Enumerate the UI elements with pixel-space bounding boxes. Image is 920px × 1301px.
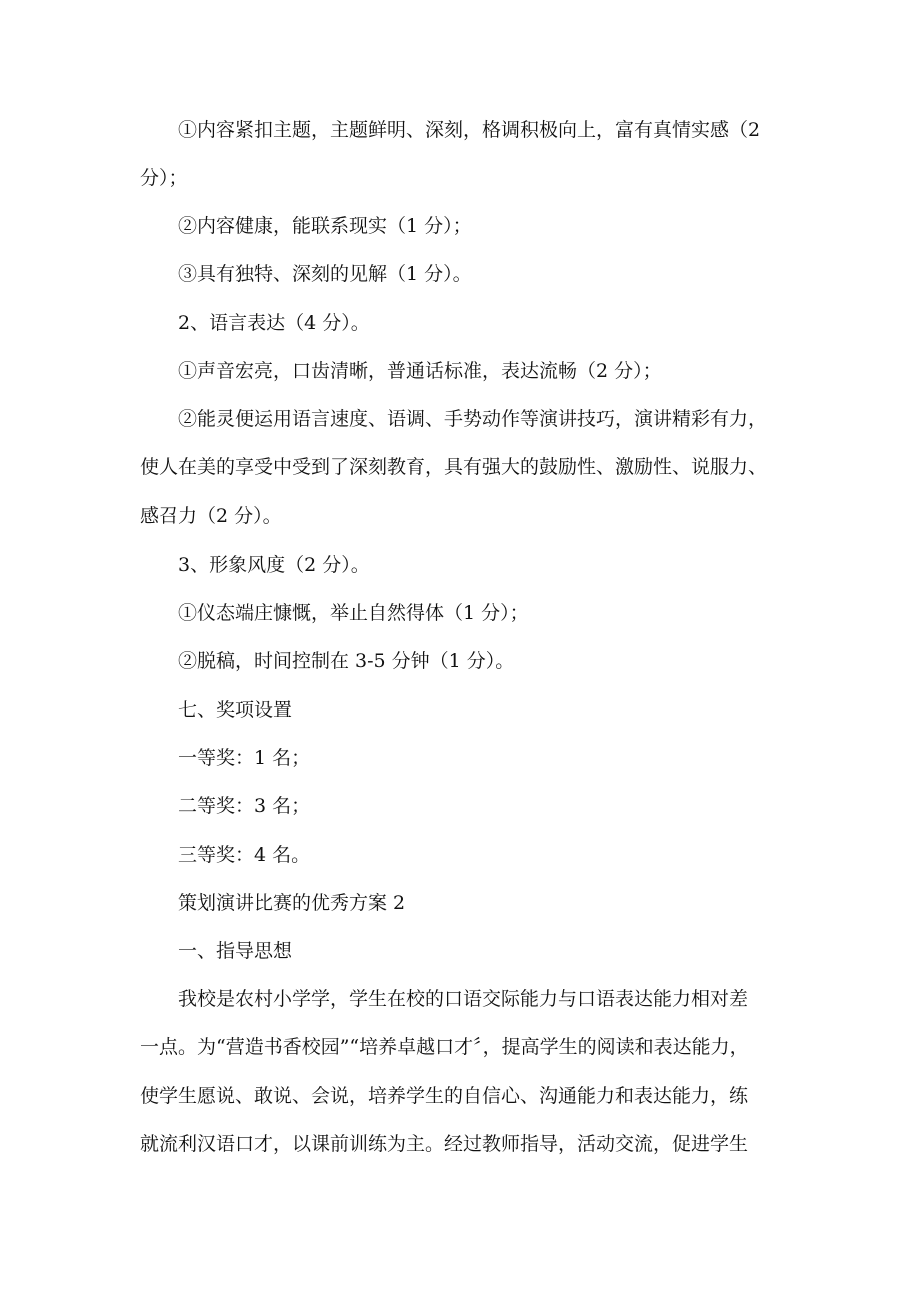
paragraph-line: ②内容健康，能联系现实（1 分）；: [178, 215, 472, 237]
paragraph-line: 使学生愿说、敢说、会说，培养学生的自信心、沟通能力和表达能力，练: [140, 1085, 749, 1107]
paragraph-line: ③具有独特、深刻的见解（1 分）。: [178, 263, 472, 285]
section-heading: 七、奖项设置: [178, 699, 293, 721]
section-heading: 2、语言表达（4 分）。: [178, 312, 370, 334]
paragraph-line: 一点。为“营造书香校园”“培养卓越口才〞，提高学生的阅读和表达能力，: [140, 1036, 749, 1058]
paragraph-line: 我校是农村小学学，学生在校的口语交际能力与口语表达能力相对差: [178, 988, 749, 1010]
award-item: 二等奖：3 名；: [178, 795, 311, 817]
award-item: 三等奖：4 名。: [178, 844, 311, 866]
document-subtitle: 策划演讲比赛的优秀方案 2: [178, 892, 406, 914]
paragraph-line: ①声音宏亮，口齿清晰，普通话标准，表达流畅（2 分）；: [178, 360, 662, 382]
paragraph-line: 分）；: [140, 167, 188, 189]
paragraph-line: ①仪态端庄慷慨，举止自然得体（1 分）；: [178, 602, 529, 624]
paragraph-line: ①内容紧扣主题，主题鲜明、深刻，格调积极向上，富有真情实感（2: [178, 119, 761, 141]
section-heading: 3、形象风度（2 分）。: [178, 554, 370, 576]
award-item: 一等奖：1 名；: [178, 747, 311, 769]
paragraph-line: 感召力（2 分）。: [140, 505, 282, 527]
section-heading: 一、指导思想: [178, 940, 293, 962]
paragraph-line: ②脱稿，时间控制在 3-5 分钟（1 分）。: [178, 650, 515, 672]
paragraph-line: 就流利汉语口才，以课前训练为主。经过教师指导，活动交流，促进学生: [140, 1133, 749, 1155]
paragraph-line: ②能灵便运用语言速度、语调、手势动作等演讲技巧，演讲精彩有力，: [178, 408, 768, 430]
paragraph-line: 使人在美的享受中受到了深刻教育，具有强大的鼓励性、激励性、说服力、: [140, 456, 768, 478]
